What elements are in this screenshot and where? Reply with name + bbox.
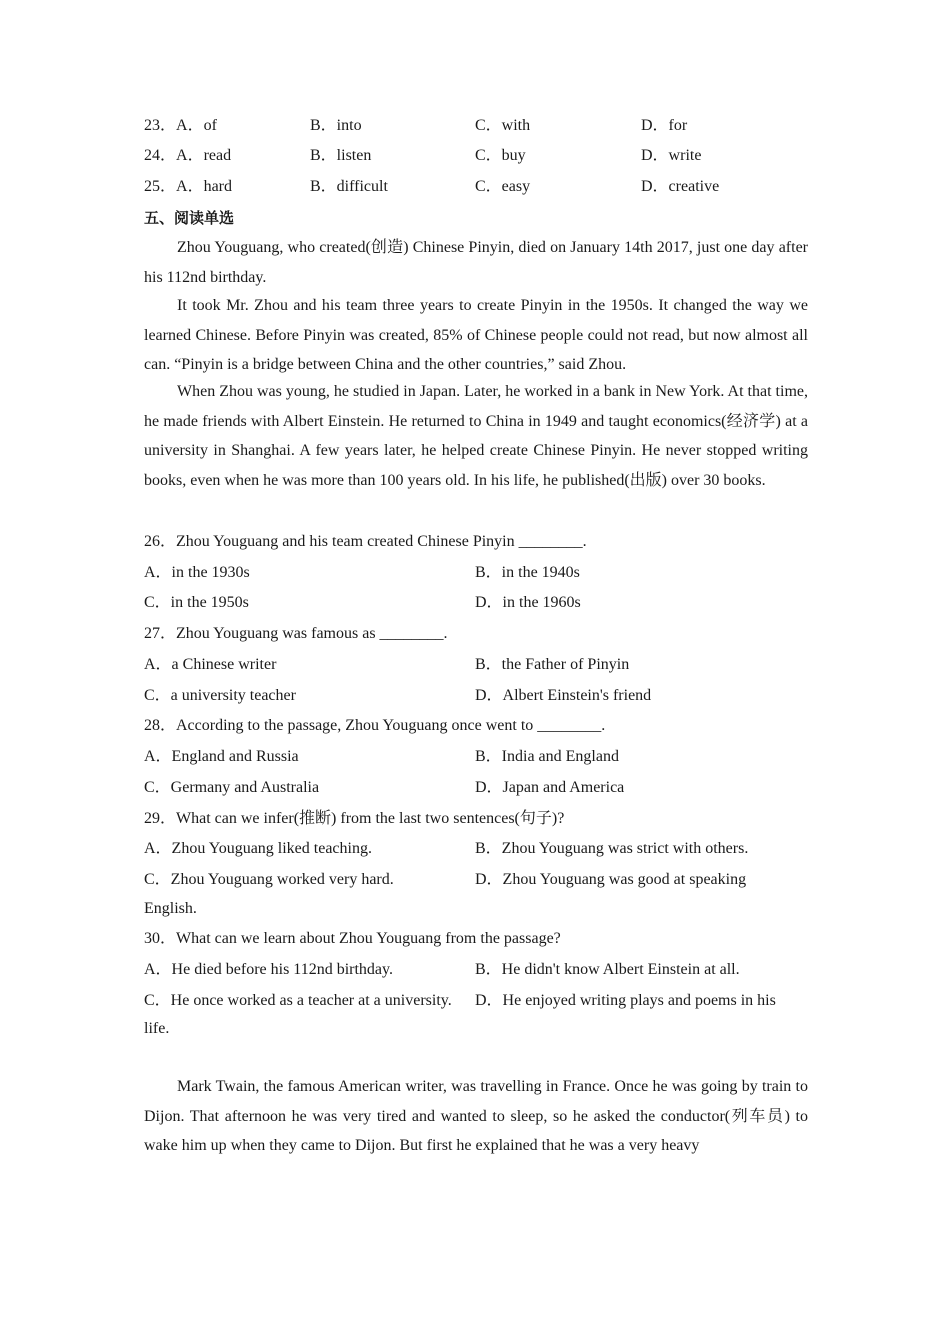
question-30-option-d-continued: life. — [144, 1020, 170, 1037]
question-26-option-c: C．in the 1950s — [144, 594, 249, 611]
option-d: D．for — [641, 117, 688, 134]
option-b: B．into — [310, 117, 362, 134]
question-26-option-a: A．in the 1930s — [144, 564, 250, 581]
option-a: 23．A．of — [144, 117, 217, 134]
question-28-option-b: B．India and England — [475, 748, 619, 765]
option-d: D．creative — [641, 178, 720, 195]
question-28-option-c: C．Germany and Australia — [144, 779, 320, 796]
option-b: B．difficult — [310, 178, 388, 195]
passage-1-paragraph-3: When Zhou was young, he studied in Japan. Later, he worked in a bank in New York. At that time, he made friends with Albert Einstein. He returned to China in 1949 and taught economics(经济学) at a university in Shanghai. A few years later, he helped create Chinese Pinyin. He never stopped writing books, even when he was more than 100 years old. In his life, he published(出版) over 30 books. — [144, 383, 808, 489]
question-27-option-c: C．a university teacher — [144, 687, 296, 704]
question-26-stem: 26．Zhou Youguang and his team created Chinese Pinyin ________. — [144, 533, 587, 550]
question-30-option-d: D．He enjoyed writing plays and poems in his — [475, 992, 776, 1009]
option-row-25 — [144, 175, 808, 199]
question-29-option-b: B．Zhou Youguang was strict with others. — [475, 840, 749, 857]
passage-1-paragraph-2: It took Mr. Zhou and his team three years to create Pinyin in the 1950s. It changed the way we learned Chinese. Before Pinyin was created, 85% of Chinese people could not read, but now almost all can. “Pinyin is a bridge between China and the other countries,” said Zhou. — [144, 297, 808, 373]
option-c: C．buy — [475, 147, 526, 164]
question-27-option-b: B．the Father of Pinyin — [475, 656, 630, 673]
option-c: C．with — [475, 117, 531, 134]
question-29-option-a: A．Zhou Youguang liked teaching. — [144, 840, 372, 857]
question-30-option-c: C．He once worked as a teacher at a university. — [144, 992, 452, 1009]
passage-2-paragraph-1: Mark Twain, the famous American writer, was travelling in France. Once he was going by train to Dijon. That afternoon he was very tired and wanted to sleep, so he asked the conductor(列车员) to wake him up when they came to Dijon. But first he explained that he was a very heavy — [144, 1078, 808, 1154]
question-26-option-d: D．in the 1960s — [475, 594, 581, 611]
option-a: 24．A．read — [144, 147, 232, 164]
question-29-option-d: D．Zhou Youguang was good at speaking — [475, 871, 747, 888]
option-b: B．listen — [310, 147, 372, 164]
option-row-23 — [144, 114, 808, 138]
option-a: 25．A．hard — [144, 178, 233, 195]
question-28-option-d: D．Japan and America — [475, 779, 625, 796]
question-29-option-c: C．Zhou Youguang worked very hard. — [144, 871, 394, 888]
question-30-option-b: B．He didn't know Albert Einstein at all. — [475, 961, 740, 978]
question-26-option-b: B．in the 1940s — [475, 564, 580, 581]
question-27-option-d: D．Albert Einstein's friend — [475, 687, 652, 704]
question-27-stem: 27．Zhou Youguang was famous as ________. — [144, 625, 448, 642]
question-28-option-a: A．England and Russia — [144, 748, 299, 765]
question-30-option-a: A．He died before his 112nd birthday. — [144, 961, 393, 978]
question-29-option-d-continued: English. — [144, 900, 197, 917]
question-29-stem: 29．What can we infer(推断) from the last two sentences(句子)? — [144, 810, 565, 827]
option-c: C．easy — [475, 178, 531, 195]
question-27-option-a: A．a Chinese writer — [144, 656, 277, 673]
option-d: D．write — [641, 147, 702, 164]
passage-1-paragraph-1: Zhou Youguang, who created(创造) Chinese Pinyin, died on January 14th 2017, just one day after his 112nd birthday. — [144, 239, 808, 286]
section-title: 五、阅读单选 — [144, 209, 235, 227]
question-28-stem: 28．According to the passage, Zhou Youguang once went to ________. — [144, 717, 606, 734]
option-row-24 — [144, 144, 808, 168]
question-30-stem: 30．What can we learn about Zhou Youguang from the passage? — [144, 930, 561, 947]
